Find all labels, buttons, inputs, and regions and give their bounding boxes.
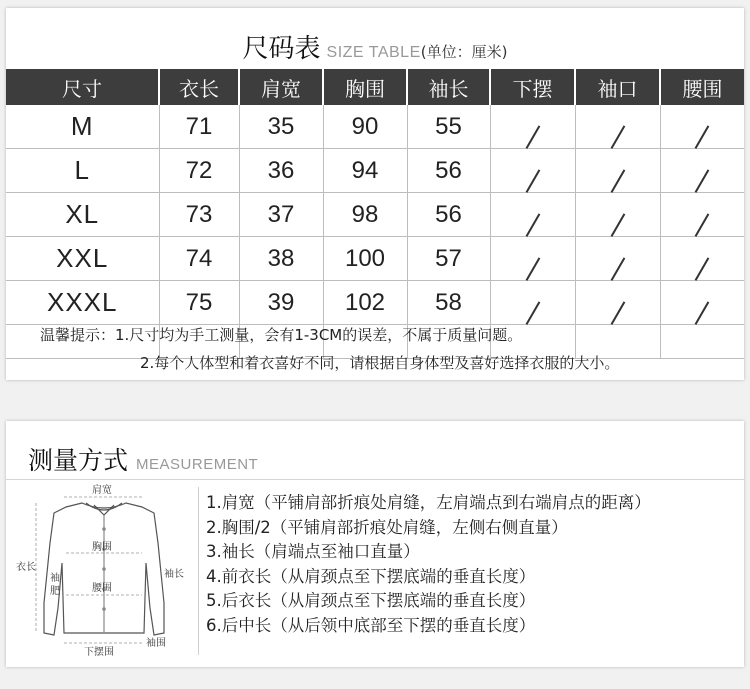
size-table: [6, 69, 744, 359]
shirt-diagram: [14, 483, 194, 661]
slash-mark: [608, 126, 628, 148]
cell-size: XL: [6, 193, 159, 237]
measurement-step: 5.后衣长（从肩颈点至下摆底端的垂直长度）: [206, 591, 536, 610]
cell-size: XXXL: [6, 281, 159, 325]
header-hem: 下摆: [490, 69, 575, 105]
cell-chest: 102: [323, 281, 407, 325]
size-table-title-en: SIZE TABLE: [326, 44, 421, 61]
cell-hem: [490, 149, 575, 193]
slash-mark: [523, 214, 543, 236]
cell-waist: [660, 149, 744, 193]
slash-mark: [692, 258, 712, 280]
header-chest: 胸围: [323, 69, 407, 105]
label-shoulder: 肩宽: [92, 485, 112, 496]
measurement-title: [28, 441, 258, 477]
cell-chest: 100: [323, 237, 407, 281]
size-table-title: [6, 28, 744, 65]
cell-length: 74: [159, 237, 239, 281]
header-size: 尺寸: [6, 69, 159, 105]
size-note-2: 2.每个人体型和着衣喜好不同，请根据自身体型及喜好选择衣服的大小。: [140, 354, 620, 372]
label-chest: 胸围: [92, 542, 112, 553]
cell-hem: [490, 105, 575, 149]
slash-mark: [523, 170, 543, 192]
cell-waist: [660, 105, 744, 149]
size-table-body: [6, 105, 744, 359]
cell-cuff: [575, 237, 660, 281]
slash-mark: [523, 258, 543, 280]
cell-chest: 90: [323, 105, 407, 149]
table-row: [6, 281, 744, 325]
slash-mark: [692, 170, 712, 192]
table-row: [6, 149, 744, 193]
label-waist: 腰围: [92, 583, 112, 594]
cell-size: M: [6, 105, 159, 149]
slash-mark: [692, 214, 712, 236]
size-table-title-cn: 尺码表: [242, 34, 321, 64]
measurement-step: 6.后中长（从后领中底部至下摆的垂直长度）: [206, 615, 536, 635]
size-note-1: 温馨提示：1.尺寸均为手工测量，会有1-3CM的误差，不属于质量问题。: [40, 326, 523, 344]
label-hem: 下摆围: [84, 647, 114, 658]
cell-length: 71: [159, 105, 239, 149]
cell-sleeve: 56: [407, 193, 490, 237]
cell-empty: [660, 325, 744, 359]
cell-length: 73: [159, 193, 239, 237]
cell-sleeve: 57: [407, 237, 490, 281]
collar-icon: [86, 503, 122, 515]
cell-sleeve: 58: [407, 281, 490, 325]
cell-size: L: [6, 149, 159, 193]
cell-sleeve: 56: [407, 149, 490, 193]
shirt-diagram-svg: [14, 483, 194, 661]
slash-mark: [608, 302, 628, 324]
header-length: 衣长: [159, 69, 239, 105]
measurement-step: 3.袖长（肩端点至袖口直量）: [206, 542, 420, 561]
cell-cuff: [575, 105, 660, 149]
cell-sleeve: 55: [407, 105, 490, 149]
cell-cuff: [575, 193, 660, 237]
label-sleeve-fat-2: 肥: [50, 586, 60, 597]
header-waist: 腰围: [660, 69, 744, 105]
cell-waist: [660, 281, 744, 325]
slash-mark: [608, 214, 628, 236]
slash-mark: [692, 126, 712, 148]
header-shoulder: 肩宽: [239, 69, 323, 105]
measurement-step: 2.胸围/2（平铺肩部折痕处肩缝，左侧右侧直量）: [206, 517, 568, 537]
table-row: [6, 105, 744, 149]
slash-mark: [608, 258, 628, 280]
table-row: [6, 193, 744, 237]
measurement-title-cn: 测量方式: [28, 446, 129, 475]
size-table-unit: (单位：厘米): [420, 43, 508, 61]
label-length: 衣长: [16, 562, 36, 573]
cell-cuff: [575, 281, 660, 325]
label-cuff: 袖围: [146, 638, 166, 649]
measurement-divider: [6, 479, 744, 480]
cell-hem: [490, 193, 575, 237]
header-sleeve: 袖长: [407, 69, 490, 105]
cell-hem: [490, 281, 575, 325]
cell-length: 75: [159, 281, 239, 325]
cell-shoulder: 39: [239, 281, 323, 325]
label-sleeve-fat-1: 袖: [50, 573, 60, 584]
slash-mark: [692, 302, 712, 324]
cell-shoulder: 38: [239, 237, 323, 281]
measurement-panel: [6, 421, 744, 667]
measurement-step: 4.前衣长（从肩颈点至下摆底端的垂直长度）: [206, 566, 536, 586]
cell-shoulder: 36: [239, 149, 323, 193]
cell-length: 72: [159, 149, 239, 193]
cell-chest: 98: [323, 193, 407, 237]
cell-shoulder: 35: [239, 105, 323, 149]
cell-waist: [660, 237, 744, 281]
measurement-step: 1.肩宽（平铺肩部折痕处肩缝，左肩端点到右端肩点的距离）: [206, 493, 651, 512]
table-row: [6, 237, 744, 281]
cell-shoulder: 37: [239, 193, 323, 237]
cell-waist: [660, 193, 744, 237]
size-table-header: [6, 69, 744, 105]
cell-cuff: [575, 149, 660, 193]
measurement-separator: [198, 487, 199, 655]
measurement-steps: [206, 491, 651, 638]
cell-size: XXL: [6, 237, 159, 281]
slash-mark: [608, 170, 628, 192]
size-table-panel: [6, 8, 744, 380]
measurement-title-en: MEASUREMENT: [136, 456, 259, 473]
slash-mark: [523, 126, 543, 148]
slash-mark: [523, 302, 543, 324]
cell-hem: [490, 237, 575, 281]
cell-chest: 94: [323, 149, 407, 193]
label-sleeve: 袖长: [164, 569, 184, 580]
header-cuff: 袖口: [575, 69, 660, 105]
